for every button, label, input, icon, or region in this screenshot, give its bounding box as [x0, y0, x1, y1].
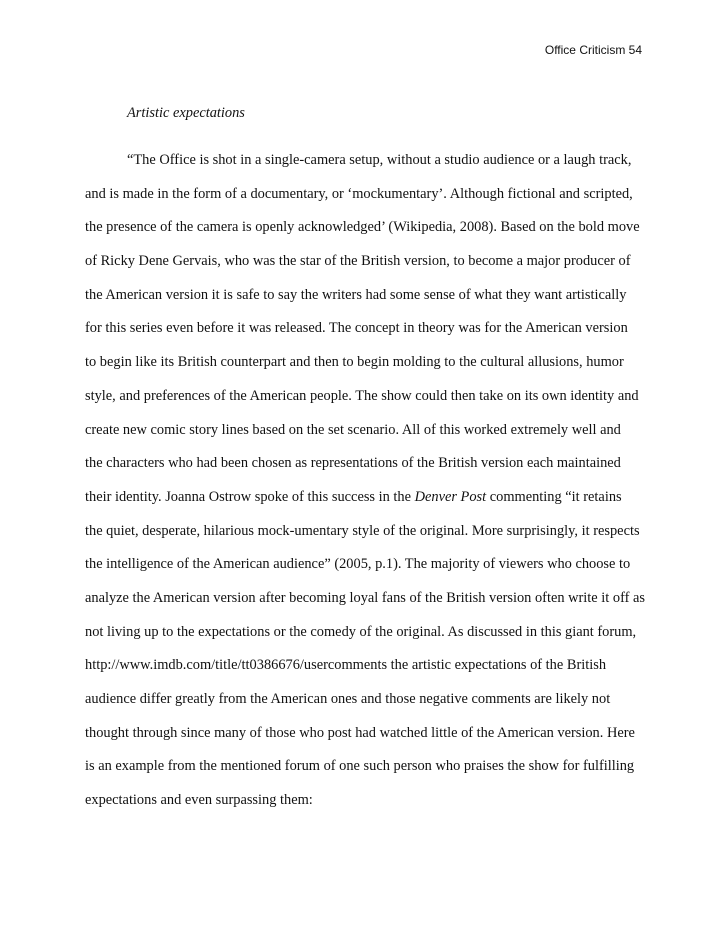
- body-line: audience differ greatly from the American ones and those negative comments are likely not: [85, 691, 611, 707]
- body-line: http://www.imdb.com/title/tt0386676/usercomments the artistic expectations of the British: [85, 657, 607, 674]
- body-line: style, and preferences of the American people. The show could then take on its own identity and: [85, 387, 639, 404]
- publication-title: Denver Post: [414, 488, 487, 505]
- section-heading: Artistic expectations: [127, 105, 245, 121]
- body-line: and is made in the form of a documentary, or ‘mockumentary’. Although fictional and scripted,: [85, 185, 633, 202]
- body-line: analyze the American version after becoming loyal fans of the British version often write it off as: [85, 589, 645, 606]
- body-text-segment: commenting “it retains: [486, 488, 622, 505]
- body-line: thought through since many of those who post had watched little of the American version. Here: [85, 724, 635, 741]
- body-line: the quiet, desperate, hilarious mock-umentary style of the original. More surprisingly, it respects: [85, 522, 640, 539]
- body-line: is an example from the mentioned forum of one such person who praises the show for fulfilling: [85, 758, 635, 775]
- body-line: expectations and even surpassing them:: [85, 792, 313, 809]
- body-line: not living up to the expectations or the comedy of the original. As discussed in this giant forum,: [85, 623, 637, 640]
- body-line: create new comic story lines based on the set scenario. All of this worked extremely well and: [85, 421, 621, 438]
- body-text: [85, 150, 645, 824]
- body-line: the American version it is safe to say the writers had some sense of what they want artistically: [85, 286, 627, 303]
- body-line: the intelligence of the American audience” (2005, p.1). The majority of viewers who choose to: [85, 556, 631, 573]
- body-text-segment: their identity. Joanna Ostrow spoke of this success in the: [85, 488, 415, 505]
- body-line-with-italic: [85, 487, 645, 521]
- body-line: of Ricky Dene Gervais, who was the star of the British version, to become a major producer of: [85, 253, 631, 270]
- body-line: “The Office is shot in a single-camera setup, without a studio audience or a laugh track,: [127, 152, 632, 168]
- body-line: for this series even before it was released. The concept in theory was for the American version: [85, 320, 628, 337]
- running-head: Office Criticism 54: [544, 43, 642, 57]
- body-line: the characters who had been chosen as representations of the British version each maintained: [85, 455, 621, 472]
- body-line: the presence of the camera is openly acknowledged’ (Wikipedia, 2008). Based on the bold move: [85, 219, 640, 236]
- body-line: to begin like its British counterpart and then to begin molding to the cultural allusions, humor: [85, 354, 624, 371]
